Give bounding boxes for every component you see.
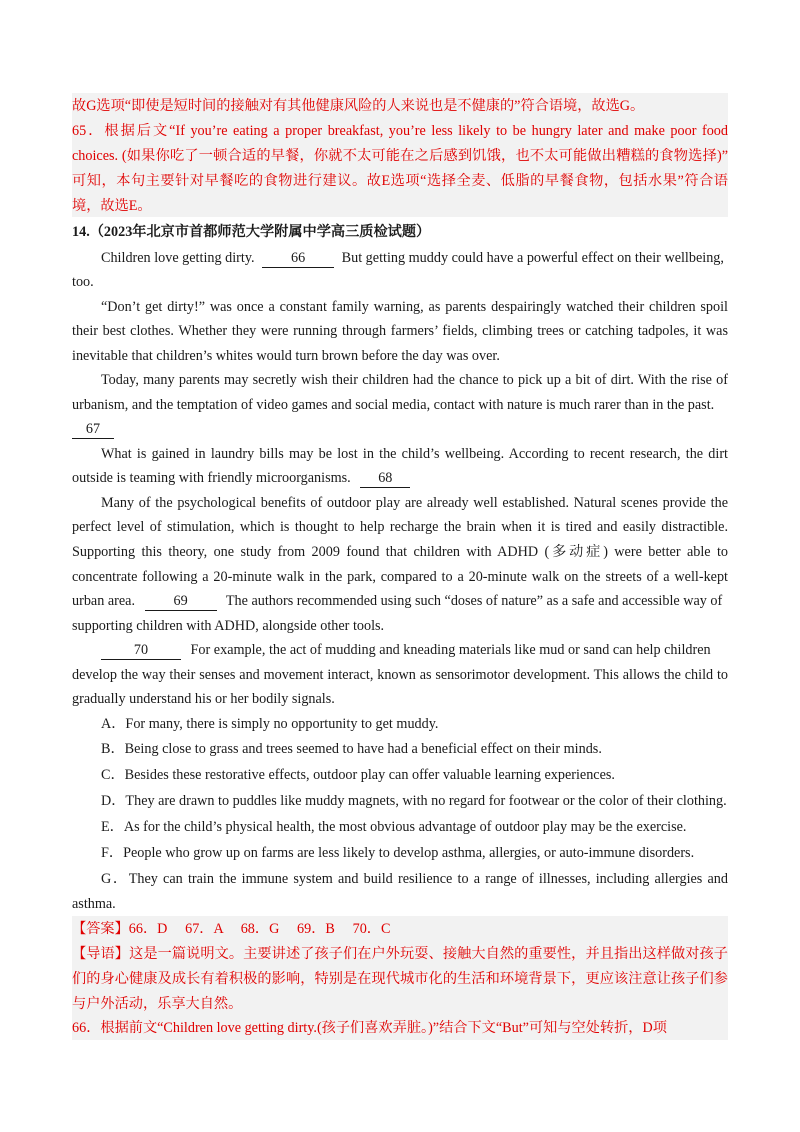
passage-line: Supporting this theory, one study from 2009 found that children with ADHD (多动症) were better able to [72, 544, 728, 560]
passage-text: outside is teaming with friendly microorganisms. [72, 470, 351, 486]
option-f: F．People who grow up on farms are less likely to develop asthma, allergies, or auto-immune disorders. [101, 845, 695, 861]
blank-70: 70 [101, 642, 181, 660]
passage-line: their best clothes. Whether they were running through farmers’ fields, climbing trees or catching tadpoles, it was [72, 323, 728, 339]
answer-line [72, 919, 728, 939]
explanation-line: choices. (如果你吃了一顿合适的早餐，你就不太可能在之后感到饥饿，也不太可能做出糟糕的食物选择)” [72, 148, 728, 164]
explanation-line: 可知，本句主要针对早餐吃的食物进行建议。故E选项“选择全麦、低脂的早餐食物，包括水果”符合语 [72, 173, 728, 189]
passage-line: “Don’t get dirty!” was once a constant family warning, as parents despairingly watched their children spoil [101, 299, 728, 315]
option-e: E．As for the child’s physical health, the most obvious advantage of outdoor play may be the exercise. [101, 819, 687, 835]
passage-text: The authors recommended using such “doses of nature” as a safe and accessible way of [225, 593, 723, 609]
blank-69: 69 [145, 593, 217, 611]
option-g: G．They can train the immune system and build resilience to a range of illnesses, including allergies and [101, 871, 728, 887]
passage-line [101, 640, 728, 660]
answer-text: 66．D 67．A 68．G 69．B 70．C [128, 921, 391, 937]
passage-text: Children love getting dirty. [101, 250, 255, 266]
passage-line: Many of the psychological benefits of outdoor play are already well established. Natural scenes provide the [101, 495, 728, 511]
answer-label: 【答案】 [72, 921, 129, 937]
passage-text: urban area. [72, 593, 136, 609]
passage-line: Today, many parents may secretly wish their children had the chance to pick up a bit of dirt. With the rise of [101, 372, 728, 388]
blank-66: 66 [262, 250, 334, 268]
explanation-line: 故G选项“即使是短时间的接触对有其他健康风险的人来说也是不健康的”符合语境，故选G。 [72, 98, 645, 114]
guide-line [72, 944, 728, 964]
explanation-line: 境，故选E。 [72, 198, 152, 214]
passage-line: gradually understand his or her bodily signals. [72, 691, 335, 707]
guide-text: 这是一篇说明文。主要讲述了孩子们在户外玩耍、接触大自然的重要性，并且指出这样做对孩子 [129, 946, 728, 962]
passage-line: inevitable that children’s whites would turn brown before the day was over. [72, 348, 500, 364]
guide-label: 【导语】 [72, 946, 130, 962]
passage-line [72, 591, 728, 611]
passage-line [72, 419, 728, 439]
passage-line [101, 248, 728, 268]
passage-line: supporting children with ADHD, alongside other tools. [72, 618, 385, 634]
passage-line: perfect level of stimulation, which is thought to help recharge the brain when it is tired and easily distractible. [72, 519, 728, 535]
passage-line: too. [72, 274, 94, 290]
guide-line: 们的身心健康及成长有着积极的影响，特别是在现代城市化的生活和环境背景下，更应该注意让孩子们参 [72, 971, 728, 987]
blank-68: 68 [360, 470, 410, 488]
passage-line: develop the way their senses and movement interact, known as sensorimotor development. This allows the child to [72, 667, 728, 683]
section-title: 14.（2023年北京市首都师范大学附属中学高三质检试题） [72, 224, 431, 240]
passage-line: What is gained in laundry bills may be lost in the child’s wellbeing. According to recent research, the dirt [101, 446, 728, 462]
option-a: A．For many, there is simply no opportunity to get muddy. [101, 716, 439, 732]
passage-text: For example, the act of mudding and kneading materials like mud or sand can help children [190, 642, 711, 658]
option-d: D．They are drawn to puddles like muddy magnets, with no regard for footwear or the color of their clothing. [101, 793, 727, 809]
guide-line: 与户外活动，乐享大自然。 [72, 996, 243, 1012]
passage-line [72, 468, 728, 488]
passage-line: concentrate following a 20-minute walk in the park, compared to a 20-minute walk on the streets of a well-kept [72, 569, 728, 585]
explanation-66: 66．根据前文“Children love getting dirty.(孩子们喜欢弄脏。)”结合下文“But”可知与空处转折，D项 [72, 1020, 667, 1036]
passage-text: But getting muddy could have a powerful effect on their wellbeing, [341, 250, 724, 266]
option-b: B．Being close to grass and trees seemed to have had a beneficial effect on their minds. [101, 741, 602, 757]
explanation-line: 65．根据后文“If you’re eating a proper breakfast, you’re less likely to be hungry later and make poor food [72, 123, 728, 139]
passage-line: urbanism, and the temptation of video games and social media, contact with nature is much rarer than in the past. [72, 397, 715, 413]
blank-67: 67 [72, 421, 114, 439]
option-g-continued: asthma. [72, 896, 116, 912]
option-c: C．Besides these restorative effects, outdoor play can offer valuable learning experiences. [101, 767, 615, 783]
